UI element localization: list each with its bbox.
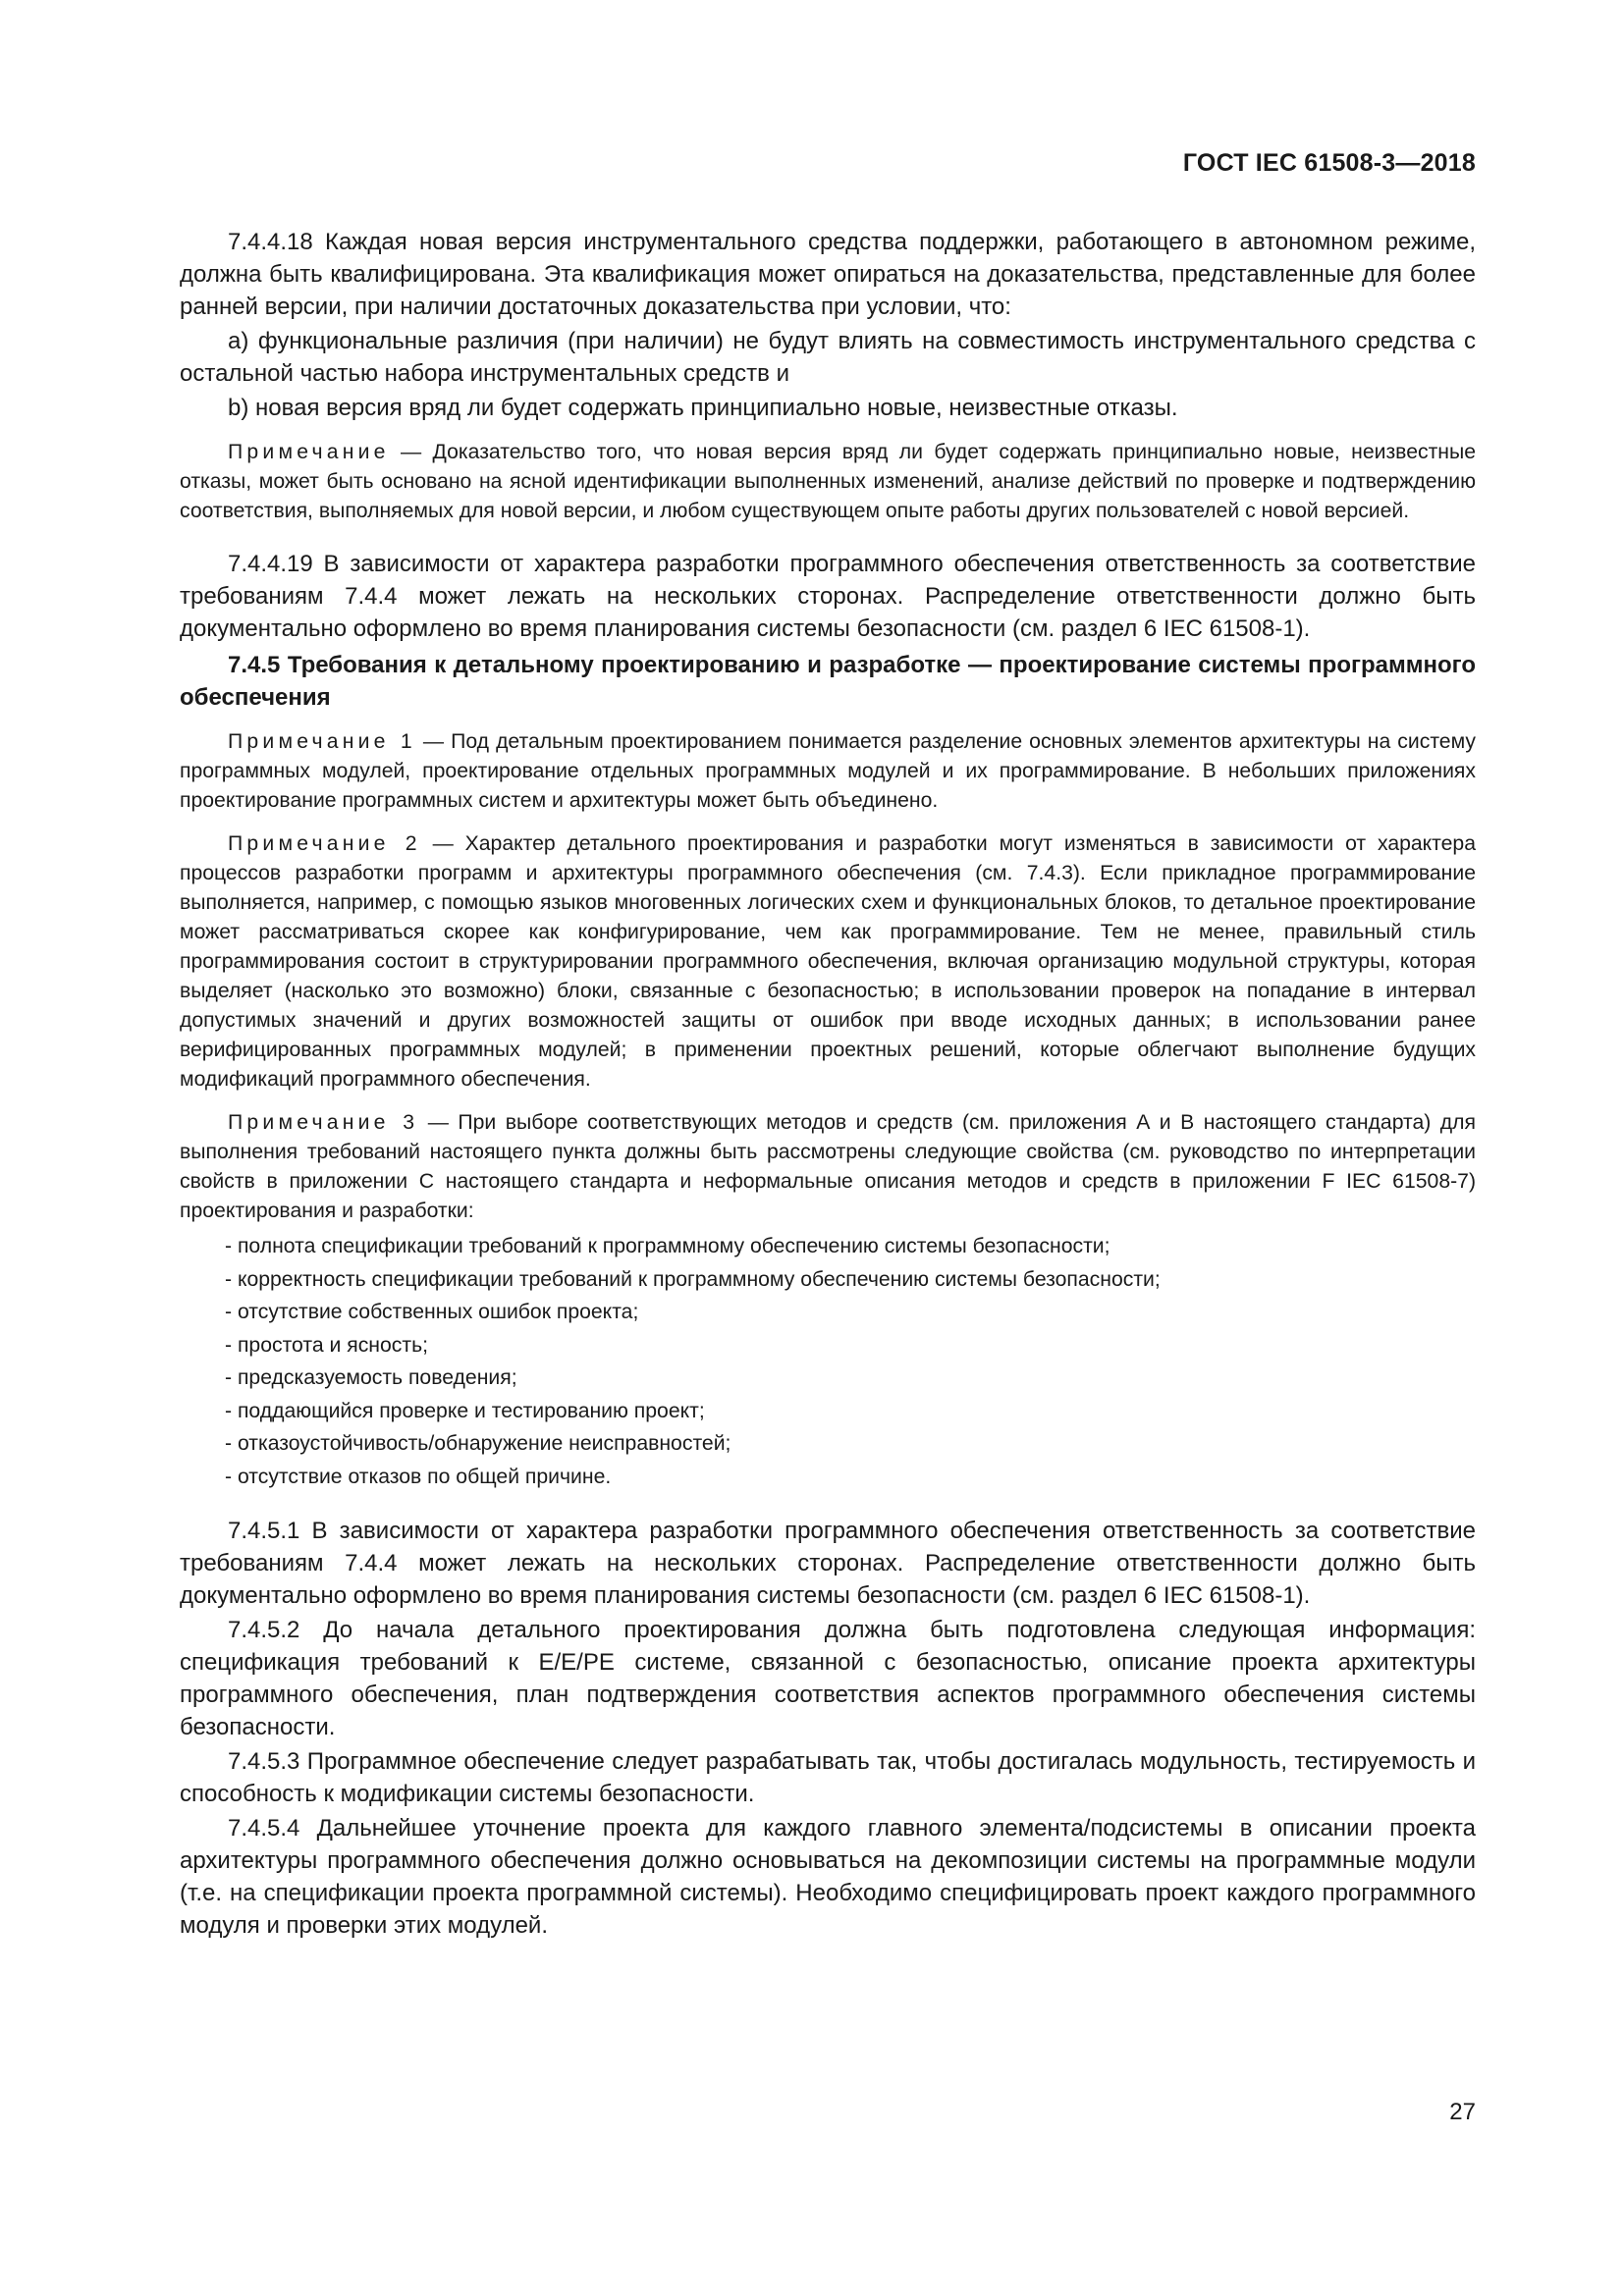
clause-7-4-4-18-item-a: а) функциональные различия (при наличии) не будут влиять на совместимость инструментального средства с остальной частью набора инструментальных средств и — [180, 328, 1476, 387]
note-text: — При выборе соответствующих методов и средств (см. приложения А и В настоящего стандарта) для выполнения требований настоящего пункта должны быть рассмотрены следующие свойства (см. руководство по интерпретации свойств в приложении С настоящего стандарта и неформальные описания методов и средств в приложении F IEC 61508-7) проектирования и разработки: — [180, 1111, 1476, 1222]
clause-7-4-5-4: 7.4.5.4 Дальнейшее уточнение проекта для каждого главного элемента/подсистемы в описании проекта архитектуры программного обеспечения должно основываться на декомпозиции системы на программные модули (т.е. на спецификации проекта программной системы). Необходимо специфицировать проект каждого программного модуля и проверки этих модулей. — [180, 1815, 1476, 1939]
note-label: Примечание 2 — [228, 832, 421, 855]
list-item: - предсказуемость поведения; — [225, 1362, 1476, 1395]
clause-7-4-4-18: 7.4.4.18 Каждая новая версия инструментального средства поддержки, работающего в автономном режиме, должна быть квалифицирована. Эта квалификация может опираться на доказательства, представленные для более ранней версии, при наличии достаточных доказательства при условии, что: — [180, 229, 1476, 320]
clause-7-4-5-2: 7.4.5.2 До начала детального проектирования должна быть подготовлена следующая информация: спецификация требований к Е/Е/РЕ системе, связанной с безопасностью, описание проекта архитектуры программного обеспечения, план подтверждения соответствия аспектов программного обеспечения системы безопасности. — [180, 1617, 1476, 1740]
list-item: - полнота спецификации требований к программному обеспечению системы безопасности; — [225, 1230, 1476, 1263]
clause-7-4-5-1: 7.4.5.1 В зависимости от характера разработки программного обеспечения ответственность за соответствие требованиям 7.4.4 может лежать на нескольких сторонах. Распределение ответственности должно быть документально оформлено во время планирования системы безопасности (см. раздел 6 IEC 61508-1). — [180, 1518, 1476, 1609]
clause-7-4-4-18-item-b: b) новая версия вряд ли будет содержать принципиально новые, неизвестные отказы. — [228, 395, 1178, 421]
list-item: - корректность спецификации требований к программному обеспечению системы безопасности; — [225, 1263, 1476, 1297]
list-item: - поддающийся проверке и тестированию проект; — [225, 1395, 1476, 1428]
note-text: — Характер детального проектирования и разработки могут изменяться в зависимости от характера процессов разработки программ и архитектуры программного обеспечения (см. 7.4.3). Если прикладное программирование выполняется, например, с помощью языков многовенных логических схем и функциональных блоков, то детальное проектирование может рассматриваться скорее как конфигурирование, чем как программирование. Тем не менее, правильный стиль программирования состоит в структурировании программного обеспечения, включая организацию модульной структуры, которая выделяет (насколько это возможно) блоки, связанные с безопасностью; в использовании проверок на попадание в интервал допустимых значений и других возможностей защиты от ошибок при вводе исходных данных; в использовании ранее верифицированных программных модулей; в применении проектных решений, которые облегчают выполнение будущих модификаций программного обеспечения. — [180, 832, 1476, 1091]
list-item: - отказоустойчивость/обнаружение неисправностей; — [225, 1427, 1476, 1461]
note-1-7-4-5 — [180, 727, 1476, 816]
note-text: — Под детальным проектированием понимается разделение основных элементов архитектуры на систему программных модулей, проектирование отдельных программных модулей и их программирование. В небольших приложениях проектирование программных систем и архитектуры может быть объединено. — [180, 730, 1476, 812]
note-3-7-4-5 — [180, 1108, 1476, 1226]
note-label: Примечание — [228, 441, 390, 463]
note-text: — Доказательство того, что новая версия вряд ли будет содержать принципиально новые, неизвестные отказы, может быть основано на ясной идентификации выполненных изменений, анализе действий по проверке и подтверждению соответствия, выполняемых для новой версии, и любом существующем опыте работы других пользователей с новой версией. — [180, 441, 1476, 522]
properties-list — [180, 1230, 1476, 1493]
page-content — [180, 226, 1476, 1942]
note-label: Примечание 1 — [228, 730, 416, 753]
page-header-doc-id: ГОСТ IEC 61508-3—2018 — [1182, 149, 1476, 177]
page-number: 27 — [1449, 2099, 1476, 2125]
note-2-7-4-5 — [180, 829, 1476, 1095]
list-item: - отсутствие отказов по общей причине. — [225, 1461, 1476, 1494]
list-item: - отсутствие собственных ошибок проекта; — [225, 1296, 1476, 1329]
section-heading-7-4-5: 7.4.5 Требования к детальному проектированию и разработке — проектирование системы программного обеспечения — [180, 652, 1476, 711]
clause-7-4-4-19: 7.4.4.19 В зависимости от характера разработки программного обеспечения ответственность за соответствие требованиям 7.4.4 может лежать на нескольких сторонах. Распределение ответственности должно быть документально оформлено во время планирования системы безопасности (см. раздел 6 IEC 61508-1). — [180, 551, 1476, 642]
note-7-4-4-18 — [180, 438, 1476, 526]
clause-7-4-5-3: 7.4.5.3 Программное обеспечение следует разрабатывать так, чтобы достигалась модульность, тестируемость и способность к модификации системы безопасности. — [180, 1748, 1476, 1807]
list-item: - простота и ясность; — [225, 1329, 1476, 1362]
note-label: Примечание 3 — [228, 1111, 419, 1134]
